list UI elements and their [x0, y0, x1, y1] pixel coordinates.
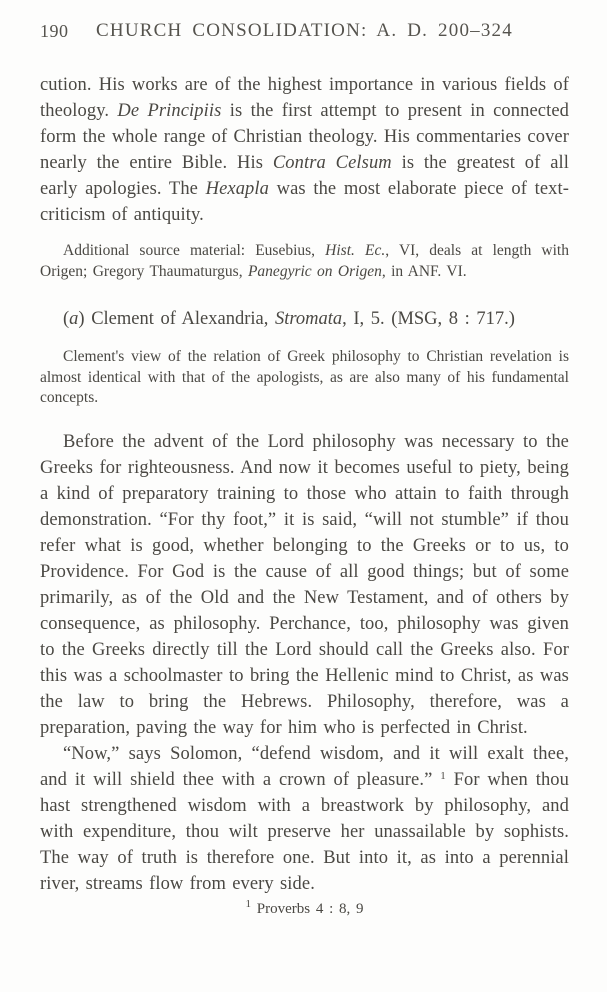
section-letter: a	[69, 309, 79, 329]
footnote-marker: 1	[440, 769, 446, 782]
text-run: ) Clement of Alexandria,	[78, 309, 275, 329]
running-header	[40, 20, 569, 46]
paragraph-origen-continuation	[40, 72, 569, 228]
text-run: , in ANF. VI.	[381, 262, 467, 280]
work-title-contra-celsum: Contra Celsum	[272, 153, 392, 173]
text-run: is the first attempt to present in connected form the whole range of Christian theology. His commentaries cover nearly the entire Bible. His	[40, 101, 569, 173]
quote-paragraph-2	[40, 741, 569, 897]
footnote	[40, 899, 569, 919]
text-run: Additional source material: Eusebius,	[63, 242, 326, 259]
text-run: is the greatest of all early apologies. The	[40, 153, 569, 199]
work-title-de-principiis: De Principiis	[117, 101, 222, 121]
work-title-stromata: Stromata	[274, 309, 343, 329]
text-run: Before the advent of the Lord philosophy was necessary to the Greeks for righteousness. And now it becomes useful to piety, being a kind of preparatory training to those who attain to faith through demonstration. “For thy foot,” it is said, “will not stumble” if thou refer what is good, whether belonging to the Greeks or to us, to Providence. For God is the cause of all good things; but of some primarily, as of the Old and the New Testament, and of others by consequence, as philosophy. Perchance, too, philosophy was given to the Greeks directly till the Lord should call the Greeks also. For this was a schoolmaster to bring the Hellenic mind to Christ, as was the law to bring the Hebrews. Philosophy, therefore, was a preparation, paving the way for him who is perfected in Christ.	[40, 431, 569, 738]
text-run: was the most elaborate piece of text-criticism of antiquity.	[40, 179, 569, 225]
running-header-title: CHURCH CONSOLIDATION: A. D. 200–324	[96, 20, 513, 41]
citation-reference: , I, 5. (MSG, 8 : 717.)	[342, 309, 515, 329]
text-run: , VI, deals at length with Origen; Gregory Thaumaturgus,	[40, 242, 569, 280]
work-title-hexapla: Hexapla	[205, 179, 269, 199]
text-run: “Now,” says Solomon, “defend wisdom, and it will exalt thee, and it will shield thee with a crown of pleasure.”	[40, 743, 569, 790]
editor-comment	[40, 347, 569, 409]
source-note	[40, 241, 569, 282]
footnote-text: Proverbs 4 : 8, 9	[251, 900, 364, 917]
quote-paragraph-1	[40, 429, 569, 741]
page-number: 190	[40, 21, 69, 41]
text-run: cution. His works are of the highest importance in various fields of theology.	[40, 75, 569, 121]
footnote-number: 1	[245, 897, 251, 910]
text-run: (	[63, 309, 70, 329]
work-title-hist-ec: Hist. Ec.	[325, 242, 386, 259]
section-heading	[40, 306, 569, 332]
work-title-panegyric: Panegyric on Origen	[247, 262, 382, 280]
text-run: For when thou hast strengthened wisdom with a breastwork by philosophy, and with expenditure, thou wilt preserve her unassailable by sophists. The way of truth is therefore one. But into it, as into a perennial river, streams flow from every side.	[40, 769, 570, 894]
text-run: Clement's view of the relation of Greek philosophy to Christian revelation is almost identical with that of the apologists, as are also many of his fundamental concepts.	[40, 348, 569, 406]
